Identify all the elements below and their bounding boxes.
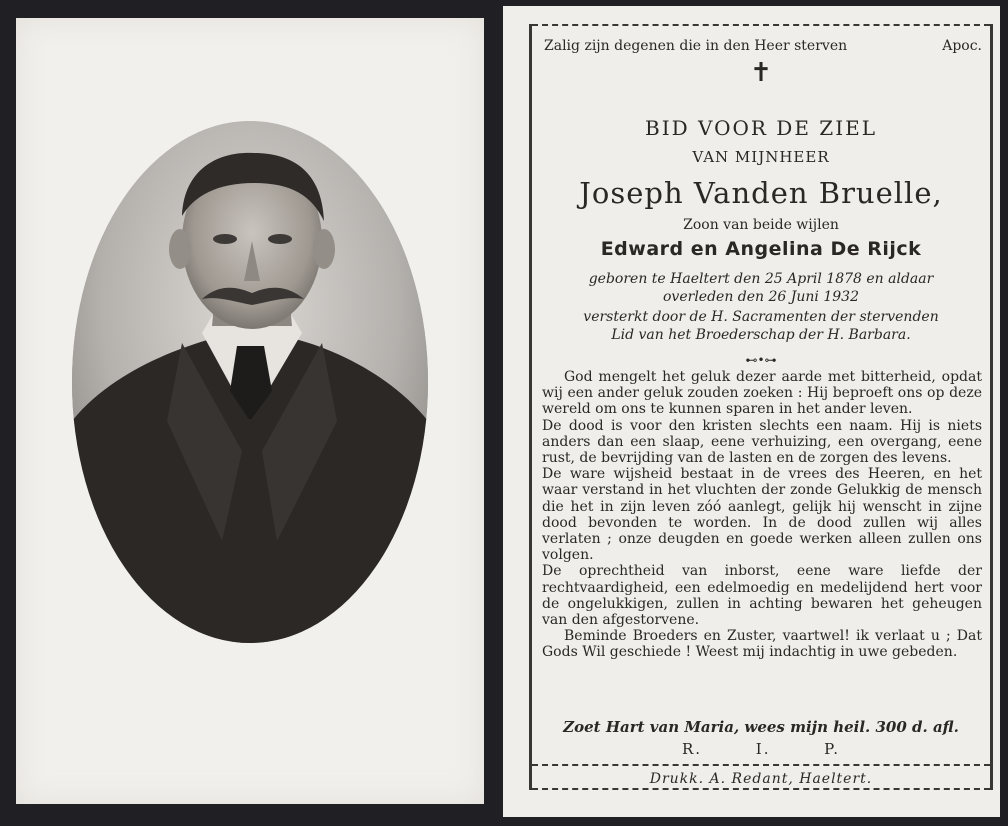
- heading-pray: BID VOOR DE ZIEL: [645, 116, 877, 140]
- parents-names: Edward en Angelina De Rijck: [600, 238, 922, 260]
- card-border: [529, 24, 993, 790]
- epigraph-text: Zalig zijn degenen die in den Heer sterven: [544, 38, 848, 54]
- sacraments-line: versterkt door de H. Sacramenten der stervenden: [583, 309, 939, 325]
- death-line: overleden den 26 Juni 1932: [663, 289, 859, 305]
- memorial-card-text-side: [503, 6, 1000, 817]
- birth-line: geboren te Haeltert den 25 April 1878 en aldaar: [588, 271, 934, 287]
- son-of-line: Zoon van beide wijlen: [683, 217, 839, 233]
- rip-line: [682, 740, 840, 758]
- rip-letter: P.: [824, 740, 840, 758]
- paragraph: De ware wijsheid bestaat in de vrees des Heeren, en het waar verstand in het vluchten der zonde Gelukkig de mensch die het in zijn leven zóó aanlegt, gelijk hij wenscht in zijne dood bevonden te worden. In de dood zullen wij alles verlaten ; onze deugden en goede werken alleen zullen ons volgen.: [542, 466, 982, 564]
- divider: [532, 764, 990, 766]
- printer-credit: Drukk. A. Redant, Haeltert.: [649, 771, 873, 787]
- paragraph: De dood is voor den kristen slechts een naam. Hij is niets anders dan een slaap, eene verhuizing, een overgang, eene rust, de bevrijding van de lasten en de zorgen des levens.: [542, 417, 982, 467]
- epigraph: [544, 38, 982, 54]
- ornament-divider: ⊷•⊶: [745, 353, 777, 367]
- cross-icon: ✝: [750, 58, 772, 88]
- meditation-text: [542, 369, 982, 661]
- indulgence-prayer: Zoet Hart van Maria, wees mijn heil. 300 d. afl.: [563, 718, 959, 736]
- brotherhood-line: Lid van het Broederschap der H. Barbara.: [611, 327, 911, 343]
- paragraph: God mengelt het geluk dezer aarde met bitterheid, opdat wij een ander geluk zouden zoeken : Hij beproeft ons op deze wereld om ons te kunnen sparen in het ander leven.: [542, 369, 982, 418]
- portrait-photo: [72, 121, 428, 643]
- heading-mister: VAN MIJNHEER: [692, 148, 830, 166]
- paragraph: Beminde Broeders en Zuster, vaartwel! ik verlaat u ; Dat Gods Wil geschiede ! Weest mij indachtig in uwe gebeden.: [542, 628, 982, 661]
- epigraph-source: Apoc.: [942, 38, 982, 54]
- deceased-name: Joseph Vanden Bruelle,: [579, 176, 943, 210]
- paragraph: De oprechtheid van inborst, eene ware liefde der rechtvaardigheid, een edelmoedig en medelijdend hert voor de ongelukkigen, zullen in achting bewaren het geheugen van den afgestorvene.: [542, 563, 982, 629]
- portrait-illustration: [72, 121, 428, 643]
- rip-letter: R.: [682, 740, 703, 758]
- photo-card: [16, 18, 484, 804]
- rip-letter: I.: [755, 740, 771, 758]
